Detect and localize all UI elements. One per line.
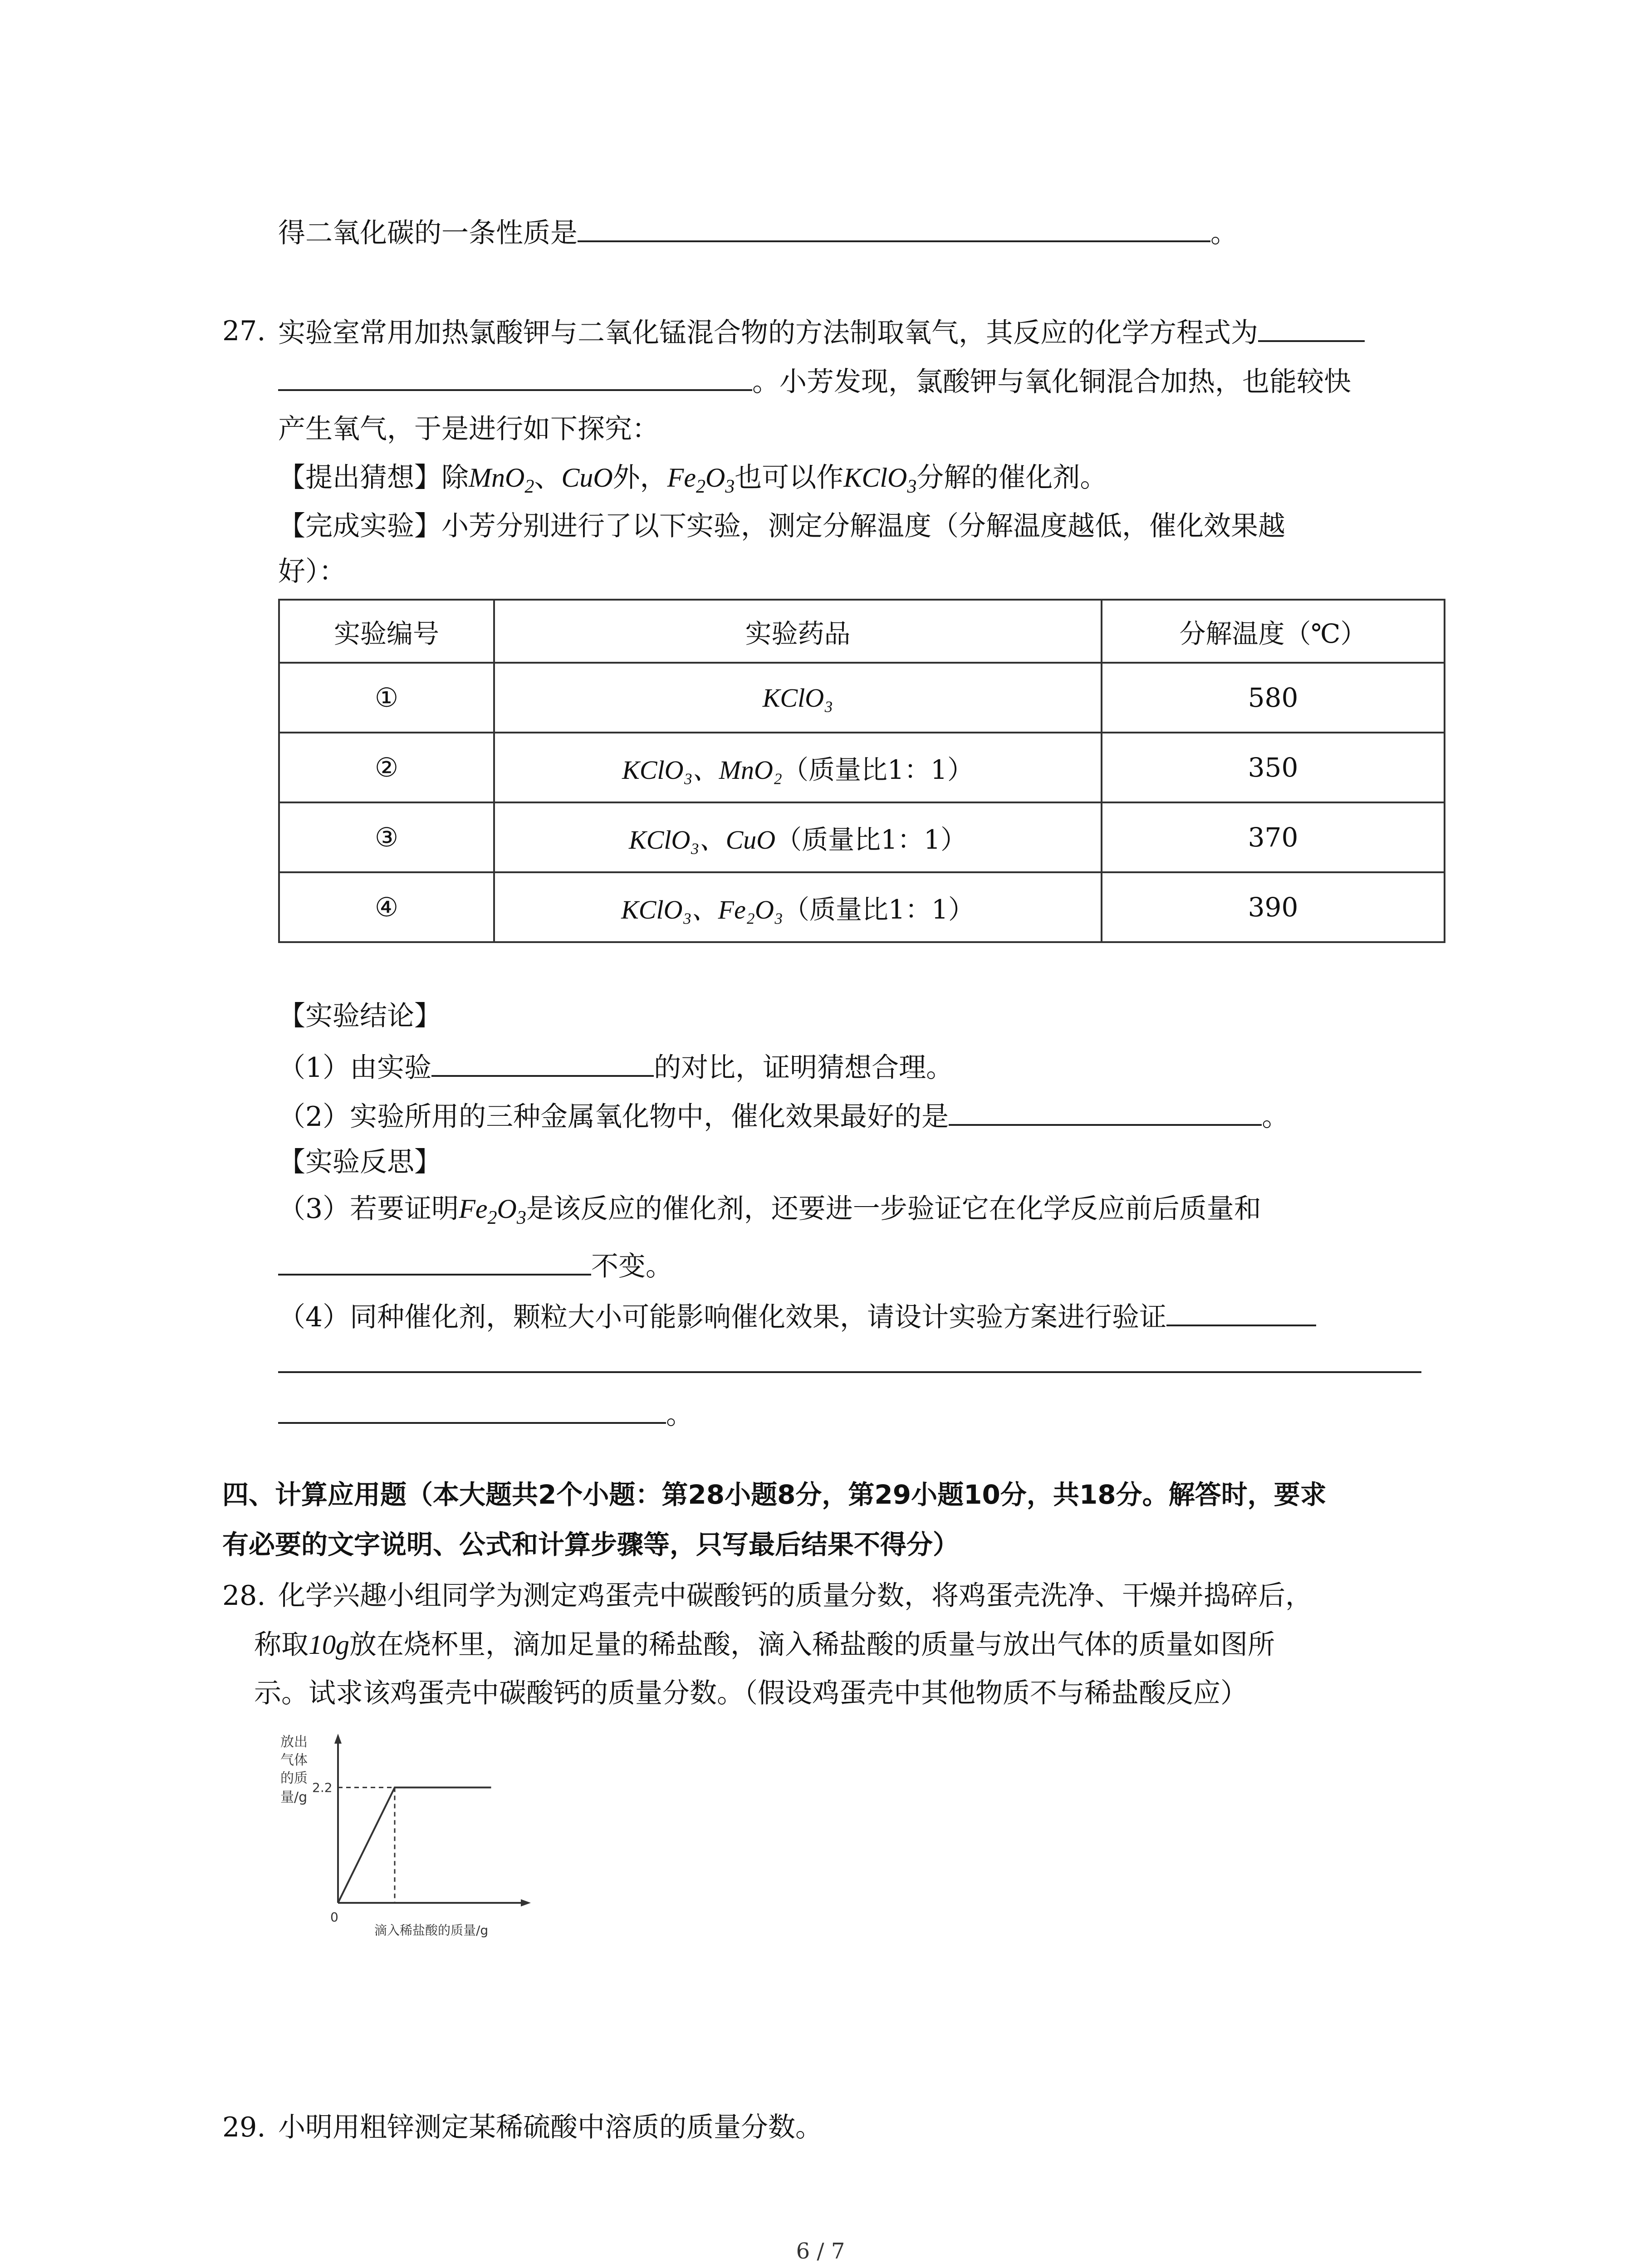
hypo-mno2-sub: 2 [524, 476, 534, 497]
q28-line2 [254, 1627, 1275, 1663]
q28-number: 28. [222, 1580, 266, 1612]
c2-answer-blank[interactable] [949, 1097, 1262, 1126]
q28-line3: 示。试求该鸡蛋壳中碳酸钙的质量分数。（假设鸡蛋壳中其他物质不与稀盐酸反应） [254, 1677, 1248, 1709]
c4-answer-blank-c[interactable] [278, 1395, 666, 1424]
row-id: ④ [279, 872, 494, 942]
c3-text-b: 是该反应的催化剂，还要进一步验证它在化学反应前后质量和 [526, 1193, 1261, 1225]
table-header-row [279, 600, 1445, 663]
row-chem [494, 802, 1102, 872]
c4-answer-blank-a[interactable] [1166, 1297, 1316, 1326]
header-temp: 分解温度（℃） [1102, 600, 1445, 663]
section4-heading-2: 有必要的文字说明、公式和计算步骤等，只写最后结果不得分） [222, 1529, 960, 1560]
y-axis-label-line: 气体 [280, 1752, 308, 1768]
x-axis-arrow [521, 1899, 531, 1906]
table-row [279, 733, 1445, 802]
row-chem [494, 663, 1102, 733]
section4-heading-1: 四、计算应用题（本大题共2个小题：第28小题8分，第29小题10分，共18分。解答时，要求 [222, 1479, 1327, 1510]
q26-answer-blank[interactable] [578, 213, 1210, 242]
q27-line2 [278, 362, 1351, 400]
q28-line2-a: 称取 [254, 1629, 309, 1661]
chem-note: （质量比1：1） [775, 824, 967, 855]
q27-line3: 产生氧气，于是进行如下探究： [278, 413, 659, 445]
x-axis-label: 滴入稀盐酸的质量/g [374, 1923, 489, 1938]
chem-text: KClO₃、Fe₂O₃ [621, 895, 784, 924]
q29-text: 小明用粗锌测定某稀硫酸中溶质的质量分数。 [278, 2112, 823, 2143]
hypo-text-b: 外， [612, 462, 667, 494]
chem-note: （质量比1：1） [783, 894, 975, 925]
q27-line2-text: 。小芳发现，氯酸钾与氧化铜混合加热，也能较快 [752, 366, 1351, 398]
chem-text: KClO₃、MnO₂ [622, 755, 783, 785]
q27-line1 [278, 313, 1365, 351]
q27-number: 27. [222, 315, 266, 347]
reflection-4 [278, 1297, 1316, 1335]
hypo-text-c: 也可以作 [735, 462, 844, 494]
c1-text-a: （1）由实验 [278, 1052, 432, 1084]
c1-text-b: 的对比，证明猜想合理。 [654, 1052, 954, 1084]
c4-text: （4）同种催化剂，颗粒大小可能影响催化效果，请设计实验方案进行验证 [278, 1301, 1167, 1333]
q26-end: 。 [1210, 217, 1238, 249]
experiment-label: 【完成实验】 [278, 510, 441, 542]
q27-equation-blank-b[interactable] [278, 362, 752, 391]
y-label-group [280, 1734, 308, 1805]
q26-tail [278, 213, 1238, 251]
row-temp: 350 [1102, 733, 1445, 802]
y-tick-label: 2.2 [312, 1780, 333, 1795]
c2-end: 。 [1262, 1101, 1289, 1133]
series-line [338, 1788, 491, 1903]
hypo-fe: Fe [667, 463, 696, 493]
gas-mass-chart [272, 1724, 554, 1941]
q27-experiment-intro-2: 好）： [278, 556, 346, 587]
row-id: ③ [279, 802, 494, 872]
y-axis-label-line: 量/g [280, 1789, 308, 1805]
header-chem: 实验药品 [494, 600, 1102, 663]
row-chem [494, 733, 1102, 802]
hypo-kclo: KClO [843, 463, 907, 493]
q27-hypothesis: 【提出猜想】除MnO$_2$、CuO外，$Fe_2O_3$也可以作KClO$_3$分解的催化剂。 [278, 462, 1107, 497]
chem-note: （质量比1：1） [782, 754, 974, 785]
row-temp: 580 [1102, 663, 1445, 733]
reflection-label: 【实验反思】 [278, 1146, 441, 1178]
table-row [279, 663, 1445, 733]
experiment-table [278, 599, 1445, 943]
q28-line1: 化学兴趣小组同学为测定鸡蛋壳中碳酸钙的质量分数，将鸡蛋壳洗净、干燥并捣碎后， [278, 1580, 1313, 1612]
hypo-cuo: CuO [561, 463, 613, 493]
reflection-4-line3 [278, 1395, 693, 1433]
row-chem [494, 872, 1102, 942]
q27-experiment-intro [278, 508, 1285, 544]
hypo-sep: 、 [534, 462, 562, 494]
c1-answer-blank[interactable] [431, 1048, 654, 1077]
conclusion-2 [278, 1097, 1289, 1135]
q29-number: 29. [222, 2112, 266, 2143]
y-axis-label-line: 的质 [280, 1770, 308, 1786]
y-axis-arrow [334, 1734, 342, 1744]
conclusion-label: 【实验结论】 [278, 1000, 441, 1032]
conclusion-1 [278, 1048, 953, 1086]
chem-text: KClO₃ [762, 683, 833, 713]
row-temp: 370 [1102, 802, 1445, 872]
c3-text-c: 不变。 [591, 1251, 673, 1282]
origin-label: 0 [330, 1910, 338, 1925]
hypo-mno2: MnO [469, 463, 525, 493]
chem-text: KClO₃、CuO [629, 825, 776, 855]
header-id: 实验编号 [279, 600, 494, 663]
row-id: ② [279, 733, 494, 802]
experiment-text: 小芳分别进行了以下实验，测定分解温度（分解温度越低，催化效果越 [441, 510, 1285, 542]
reflection-3: （3）若要证明$Fe_2O_3$是该反应的催化剂，还要进一步验证它在化学反应前后质量和 [278, 1193, 1261, 1228]
y-axis-label-line: 放出 [280, 1734, 308, 1750]
table-row [279, 802, 1445, 872]
q27-equation-blank-a[interactable] [1258, 313, 1365, 342]
table-row [279, 872, 1445, 942]
c4-end: 。 [666, 1399, 693, 1431]
chart-marks [338, 1788, 491, 1903]
c2-text: （2）实验所用的三种金属氧化物中，催化效果最好的是 [278, 1101, 949, 1133]
q26-text: 得二氧化碳的一条性质是 [278, 217, 578, 249]
reflection-3-line2 [278, 1246, 673, 1285]
q27-line1-text: 实验室常用加热氯酸钾与二氧化锰混合物的方法制取氧气，其反应的化学方程式为 [278, 317, 1258, 349]
hypo-text-d: 分解的催化剂。 [916, 462, 1107, 494]
hypo-text-a: 除 [441, 462, 469, 494]
c4-answer-blank-b[interactable] [278, 1371, 1421, 1373]
c3-text-a: （3）若要证明 [278, 1193, 459, 1225]
q28-line2-c: 放在烧杯里，滴加足量的稀盐酸，滴入稀盐酸的质量与放出气体的质量如图所 [349, 1629, 1275, 1661]
row-id: ① [279, 663, 494, 733]
c3-answer-blank[interactable] [278, 1246, 591, 1276]
hypothesis-label: 【提出猜想】 [278, 462, 441, 494]
q28-mass: 10g [309, 1630, 349, 1660]
c3-fe: Fe [459, 1194, 488, 1224]
page-number: 6 / 7 [796, 2239, 845, 2264]
row-temp: 390 [1102, 872, 1445, 942]
